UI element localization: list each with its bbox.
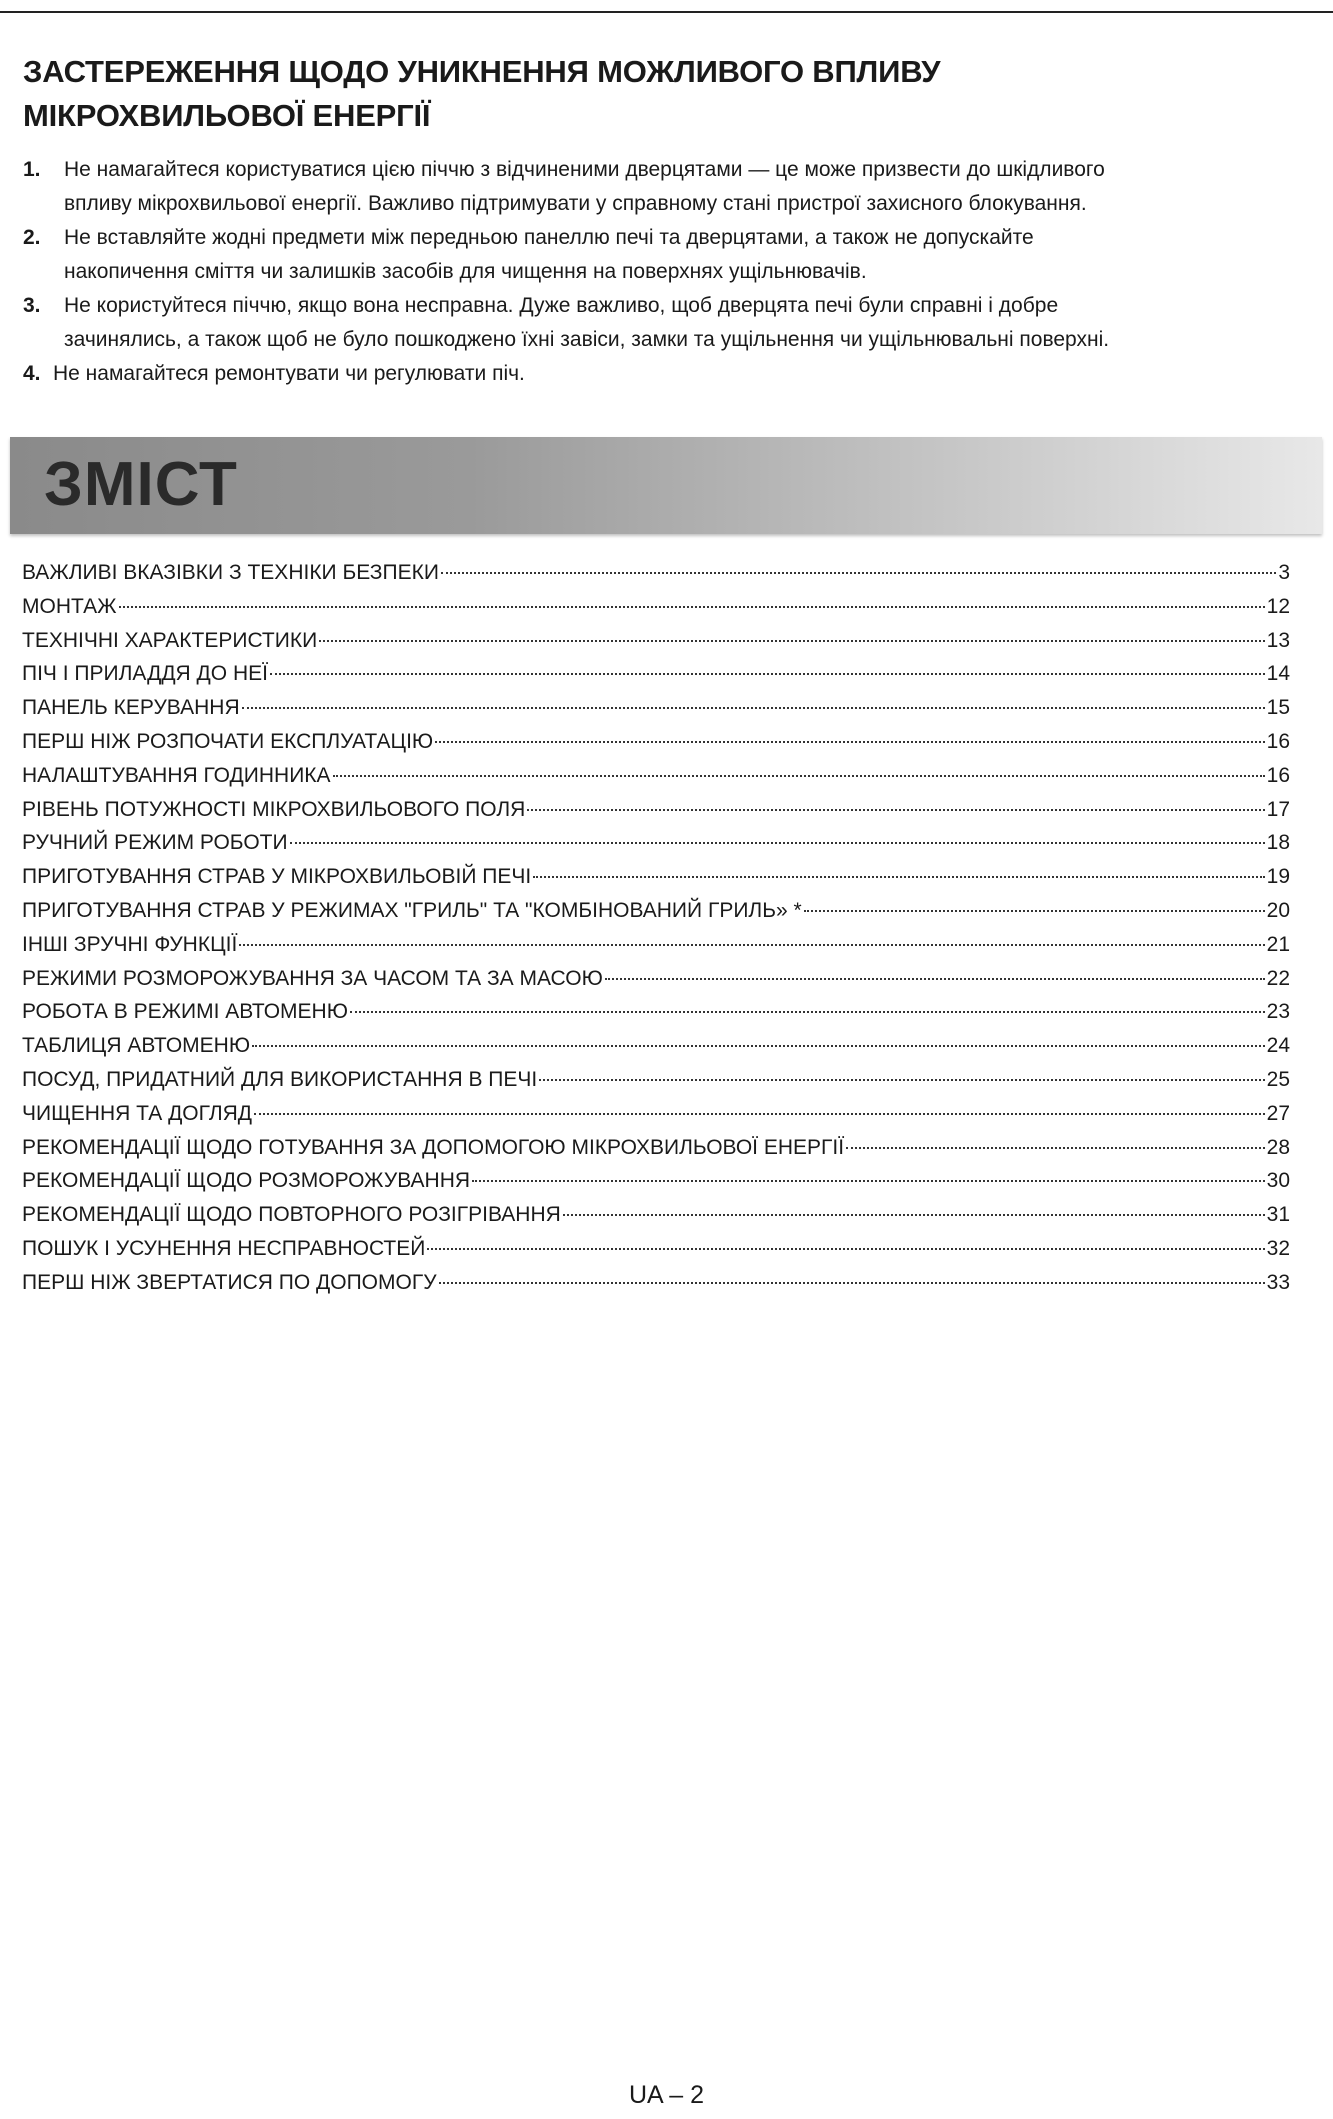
toc-entry-page: 3: [1278, 561, 1290, 584]
toc-entry-label: ПЕРШ НІЖ ЗВЕРТАТИСЯ ПО ДОПОМОГУ: [22, 1270, 437, 1294]
toc-entry-label: ЧИЩЕННЯ ТА ДОГЛЯД: [22, 1101, 253, 1125]
toc-entry-page: 22: [1266, 966, 1290, 990]
toc-dot-leader: [533, 876, 1264, 878]
toc-entry-label: РЕКОМЕНДАЦІЇ ЩОДО РОЗМОРОЖУВАННЯ: [22, 1169, 471, 1193]
warning-item-text-line1: Не намагайтеся користуватися цією піччю з відчиненими дверцятами — це може призвести до шкідливого: [64, 158, 1105, 181]
toc-entry-page: 12: [1266, 594, 1290, 618]
toc-entry-label: ПОШУК І УСУНЕННЯ НЕСПРАВНОСТЕЙ: [22, 1236, 426, 1260]
warning-item-4: [23, 357, 1313, 391]
warning-item-3: [23, 289, 1313, 357]
toc-entry-label: РЕЖИМИ РОЗМОРОЖУВАННЯ ЗА ЧАСОМ ТА ЗА МАСОЮ: [22, 966, 603, 990]
toc-entry-page: 23: [1266, 1000, 1290, 1024]
toc-entry-page: 18: [1266, 831, 1290, 855]
toc-entry[interactable]: [22, 962, 1290, 996]
warning-item-text-line2: впливу мікрохвильової енергії. Важливо підтримувати у справному стані пристрої захисного блокування.: [64, 192, 1087, 215]
toc-entry-label: ВАЖЛИВІ ВКАЗІВКИ З ТЕХНІКИ БЕЗПЕКИ: [22, 561, 439, 584]
toc-entry-page: 14: [1266, 662, 1290, 686]
toc-entry[interactable]: [22, 1232, 1290, 1266]
warning-item-number: 4.: [23, 362, 41, 385]
toc-entry[interactable]: [22, 995, 1290, 1029]
toc-entry[interactable]: [22, 1029, 1290, 1063]
warning-item-text-line2: накопичення сміття чи залишків засобів для чищення на поверхнях ущільнювачів.: [64, 260, 867, 283]
toc-dot-leader: [290, 842, 1265, 844]
warning-title-line1: ЗАСТЕРЕЖЕННЯ ЩОДО УНИКНЕННЯ МОЖЛИВОГО ВПЛИВУ: [23, 54, 941, 89]
toc-entry-page: 19: [1266, 865, 1290, 889]
toc-entry-label: РОБОТА В РЕЖИМІ АВТОМЕНЮ: [22, 1000, 348, 1024]
toc-entry-page: 32: [1266, 1236, 1290, 1260]
toc-dot-leader: [319, 640, 1264, 642]
toc-dot-leader: [252, 1045, 1265, 1047]
toc-entry-page: 30: [1266, 1169, 1290, 1193]
toc-entry-page: 13: [1266, 628, 1290, 652]
toc-entry-page: 33: [1266, 1270, 1290, 1294]
toc-banner: [10, 437, 1322, 534]
toc-entry-label: НАЛАШТУВАННЯ ГОДИННИКА: [22, 763, 331, 787]
toc-entry-label: РЕКОМЕНДАЦІЇ ЩОДО ГОТУВАННЯ ЗА ДОПОМОГОЮ МІКРОХВИЛЬОВОЇ ЕНЕРГІЇ: [22, 1135, 845, 1159]
toc-dot-leader: [804, 910, 1265, 912]
toc-dot-leader: [119, 606, 1265, 608]
toc-entry[interactable]: [22, 1164, 1290, 1198]
toc-entry[interactable]: [22, 1131, 1290, 1165]
toc-entry-label: РУЧНИЙ РЕЖИМ РОБОТИ: [22, 831, 288, 855]
toc-entry[interactable]: [22, 657, 1290, 691]
toc-dot-leader: [270, 673, 1265, 675]
toc-entry-label: МОНТАЖ: [22, 594, 117, 618]
toc-list: [22, 556, 1290, 1300]
toc-entry[interactable]: [22, 1097, 1290, 1131]
warning-title-line2: МІКРОХВИЛЬОВОЇ ЕНЕРГІЇ: [23, 98, 431, 133]
toc-entry-label: ПЕРШ НІЖ РОЗПОЧАТИ ЕКСПЛУАТАЦІЮ: [22, 729, 434, 753]
warning-item-2: [23, 221, 1313, 289]
toc-entry-page: 16: [1266, 729, 1290, 753]
toc-dot-leader: [605, 978, 1265, 980]
toc-dot-leader: [527, 809, 1264, 811]
warning-item-1: [23, 153, 1313, 221]
toc-entry-label: РІВЕНЬ ПОТУЖНОСТІ МІКРОХВИЛЬОВОГО ПОЛЯ: [22, 797, 526, 821]
warning-item-text-line2: зачинялись, а також щоб не було пошкоджено їхні завіси, замки та ущільнення чи ущільнювальні поверхні.: [64, 328, 1110, 351]
toc-entry-page: 17: [1266, 797, 1290, 821]
toc-dot-leader: [239, 944, 1264, 946]
toc-entry-label: ПРИГОТУВАННЯ СТРАВ У РЕЖИМАХ "ГРИЛЬ" ТА "КОМБІНОВАНИЙ ГРИЛЬ» *: [22, 898, 802, 922]
toc-entry-label: РЕКОМЕНДАЦІЇ ЩОДО ПОВТОРНОГО РОЗІГРІВАННЯ: [22, 1203, 561, 1227]
toc-entry[interactable]: [22, 793, 1290, 827]
toc-entry-label: ТАБЛИЦЯ АВТОМЕНЮ: [22, 1034, 251, 1058]
toc-entry[interactable]: [22, 1198, 1290, 1232]
warning-item-number: 3.: [23, 294, 41, 317]
toc-entry[interactable]: [22, 860, 1290, 894]
toc-dot-leader: [472, 1180, 1265, 1182]
toc-entry-label: ПРИГОТУВАННЯ СТРАВ У МІКРОХВИЛЬОВІЙ ПЕЧІ: [22, 865, 532, 889]
toc-entry[interactable]: [22, 691, 1290, 725]
toc-entry-page: 16: [1266, 763, 1290, 787]
toc-entry-page: 20: [1266, 898, 1290, 922]
toc-entry-page: 15: [1266, 696, 1290, 720]
toc-entry-page: 21: [1266, 932, 1290, 956]
warning-item-number: 2.: [23, 226, 41, 249]
toc-entry-label: ПІЧ І ПРИЛАДДЯ ДО НЕЇ: [22, 662, 268, 686]
top-rule: [0, 11, 1333, 13]
toc-entry-label: ПОСУД, ПРИДАТНИЙ ДЛЯ ВИКОРИСТАННЯ В ПЕЧІ: [22, 1067, 538, 1091]
toc-entry-label: ІНШІ ЗРУЧНІ ФУНКЦІЇ: [22, 932, 238, 956]
toc-dot-leader: [254, 1113, 1265, 1115]
toc-entry[interactable]: [22, 624, 1290, 658]
toc-entry[interactable]: [22, 1063, 1290, 1097]
warning-item-text-line1: Не вставляйте жодні предмети між передньою панеллю печі та дверцятами, а також не допускайте: [64, 226, 1034, 249]
toc-entry-page: 25: [1266, 1067, 1290, 1091]
toc-dot-leader: [439, 1282, 1265, 1284]
toc-dot-leader: [846, 1147, 1265, 1149]
warning-item-number: 1.: [23, 158, 41, 181]
toc-entry-page: 28: [1266, 1135, 1290, 1159]
toc-entry-label: ПАНЕЛЬ КЕРУВАННЯ: [22, 696, 240, 720]
warning-item-text-line1: Не намагайтеся ремонтувати чи регулювати піч.: [53, 362, 525, 385]
toc-dot-leader: [539, 1079, 1264, 1081]
toc-entry[interactable]: [22, 894, 1290, 928]
toc-entry-page: 24: [1266, 1034, 1290, 1058]
toc-entry-page: 31: [1266, 1203, 1290, 1227]
toc-dot-leader: [435, 741, 1265, 743]
toc-entry[interactable]: [22, 590, 1290, 624]
toc-entry[interactable]: [22, 556, 1290, 590]
toc-dot-leader: [427, 1248, 1264, 1250]
toc-entry-page: 27: [1266, 1101, 1290, 1125]
toc-dot-leader: [242, 707, 1265, 709]
toc-entry-label: ТЕХНІЧНІ ХАРАКТЕРИСТИКИ: [22, 628, 318, 652]
toc-entry[interactable]: [22, 725, 1290, 759]
warning-title: [23, 50, 1303, 138]
toc-dot-leader: [441, 572, 1276, 574]
toc-dot-leader: [333, 775, 1265, 777]
toc-entry[interactable]: [22, 928, 1290, 962]
page-number: UA – 2: [628, 2081, 705, 2109]
toc-dot-leader: [350, 1011, 1265, 1013]
warning-list: [23, 153, 1313, 391]
toc-dot-leader: [563, 1214, 1265, 1216]
toc-entry[interactable]: [22, 1266, 1290, 1300]
toc-title: ЗМІСТ: [44, 450, 238, 519]
toc-entry[interactable]: [22, 826, 1290, 860]
toc-entry[interactable]: [22, 759, 1290, 793]
warning-item-text-line1: Не користуйтеся піччю, якщо вона несправна. Дуже важливо, щоб дверцята печі були справні і добре: [64, 294, 1059, 317]
